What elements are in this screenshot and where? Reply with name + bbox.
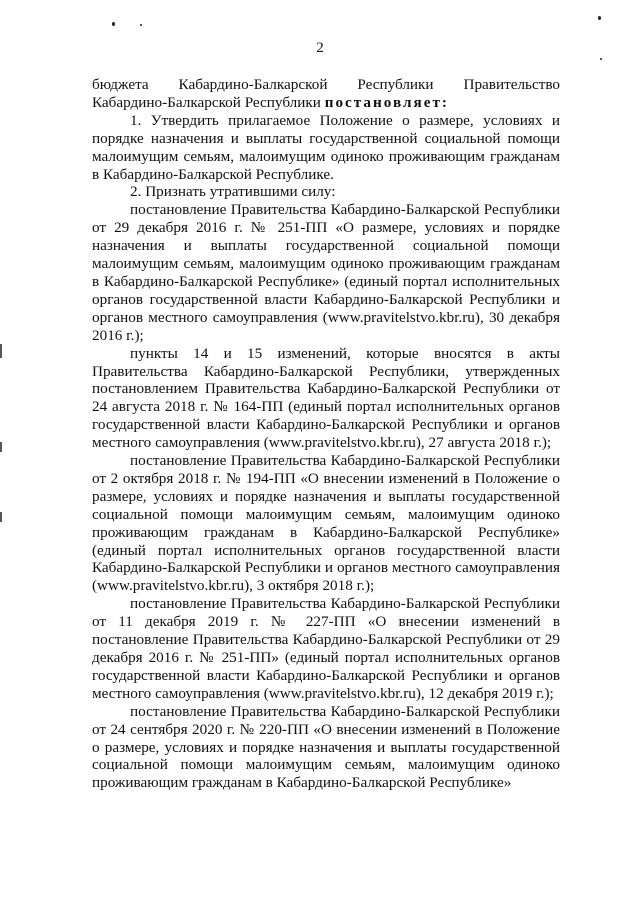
scan-mark (600, 58, 602, 60)
intro-text: бюджета Кабардино-Балкарской Республики Правительство Кабардино-Балкарской Республики (92, 76, 560, 111)
paragraph-intro (92, 76, 560, 112)
scan-mark (112, 22, 115, 26)
paragraph-repealed-act-5: постановление Правительства Кабардино-Балкарской Республики от 24 сентября 2020 г. № 220-ПП «О внесении изменений в Положение о размере, условиях и порядке назначения и выплаты государственной социальной помощи малоимущим семьям, малоимущим одиноко проживающим гражданам в Кабардино-Балкарской Республике» (92, 702, 560, 792)
paragraph-repealed-act-3: постановление Правительства Кабардино-Балкарской Республики от 2 октября 2018 г. № 194-ПП «О внесении изменений в Положение о размере, условиях и порядке назначения и выплаты государственной социальной помощи малоимущим семьям, малоимущим одиноко проживающим гражданам в Кабардино-Балкарской Республике» (единый портал исполнительных органов государственной власти Кабардино-Балкарской Республики и органов местного самоуправления (www.pravitelstvo.kbr.ru), 3 октября 2018 г.); (92, 452, 560, 595)
scan-mark (140, 24, 142, 26)
paragraph-repealed-act-1: постановление Правительства Кабардино-Балкарской Республики от 29 декабря 2016 г. № 251-ПП «О размере, условиях и порядке назначения и выплаты государственной социальной помощи малоимущим семьям, малоимущим одиноко проживающим гражданам в Кабардино-Балкарской Республике» (единый портал исполнительных органов государственной власти Кабардино-Балкарской Республики и органов местного самоуправления (www.pravitelstvo.kbr.ru), 30 декабря 2016 г.); (92, 201, 560, 344)
resolution-keyword: постановляет: (324, 93, 449, 111)
scan-edge-mark (0, 442, 2, 452)
scan-mark (598, 16, 601, 20)
scan-edge-mark (0, 344, 2, 358)
page-number: 2 (316, 40, 324, 56)
paragraph-item-1: 1. Утвердить прилагаемое Положение о размере, условиях и порядке назначения и выплаты государственной социальной помощи малоимущим семьям, малоимущим одиноко проживающим гражданам в Кабардино-Балкарской Республике. (92, 111, 560, 183)
paragraph-repealed-act-2: пункты 14 и 15 изменений, которые вносятся в акты Правительства Кабардино-Балкарской Республики, утвержденных постановлением Правительства Кабардино-Балкарской Республики от 24 августа 2018 г. № 164-ПП (единый портал исполнительных органов государственной власти Кабардино-Балкарской Республики и органов местного самоуправления (www.pravitelstvo.kbr.ru), 27 августа 2018 г.); (92, 344, 560, 452)
document-body (92, 76, 560, 792)
scan-edge-mark (0, 512, 2, 522)
paragraph-item-2: 2. Признать утратившими силу: (130, 183, 336, 201)
paragraph-repealed-act-4: постановление Правительства Кабардино-Балкарской Республики от 11 декабря 2019 г. № 227-ПП «О внесении изменений в постановление Правительства Кабардино-Балкарской Республики от 29 декабря 2016 г. № 251-ПП» (единый портал исполнительных органов государственной власти Кабардино-Балкарской Республики и органов местного самоуправления (www.pravitelstvo.kbr.ru), 12 декабря 2019 г.); (92, 595, 560, 702)
